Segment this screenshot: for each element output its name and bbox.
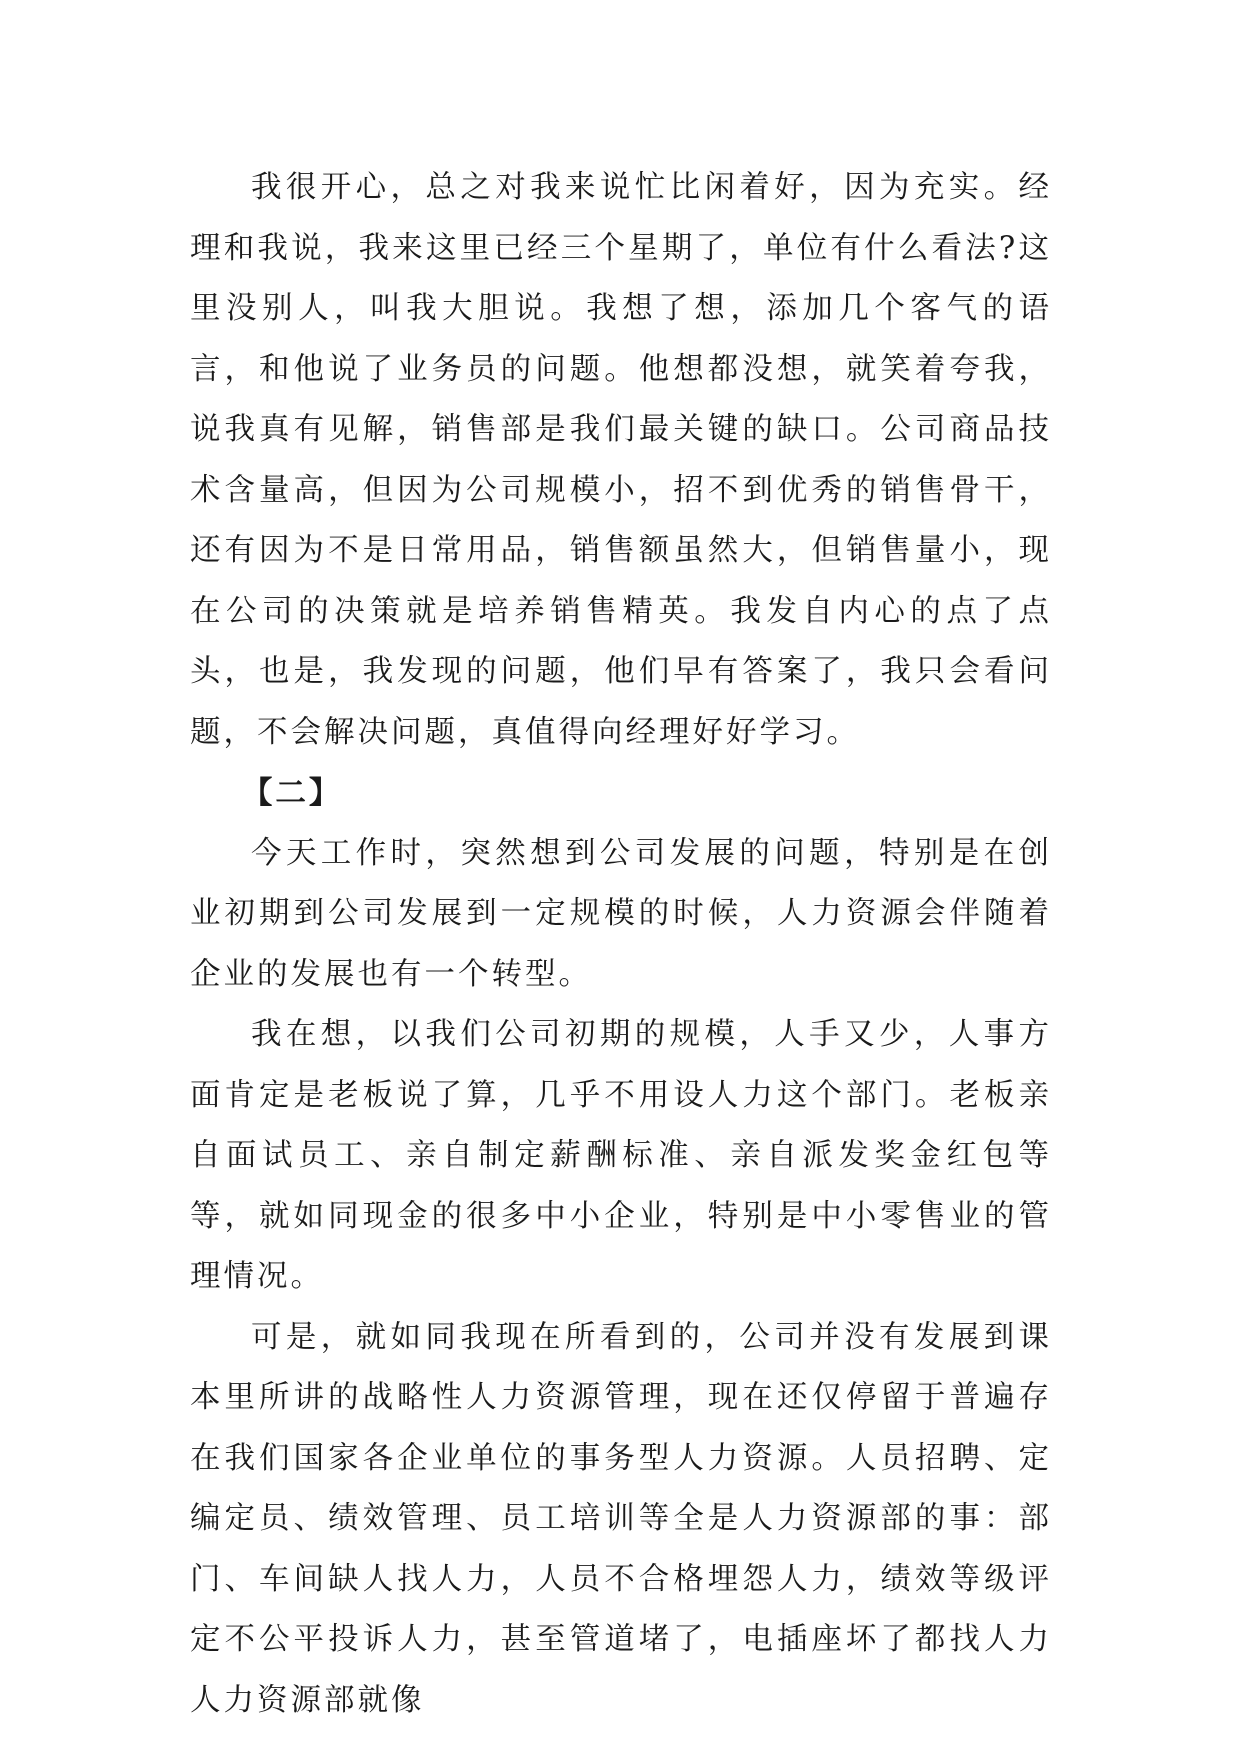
section-heading: 【二】 xyxy=(241,775,343,811)
paragraph-1: 我很开心，总之对我来说忙比闲着好，因为充实。经理和我说，我来这里已经三个星期了，单位有什么看法?这里没别人，叫我大胆说。我想了想，添加几个客气的语言，和他说了业务员的问题。他想都没想，就笑着夸我，说我真有见解，销售部是我们最关键的缺口。公司商品技术含量高，但因为公司规模小，招不到优秀的销售骨干，还有因为不是日常用品，销售额虽然大，但销售量小，现在公司的决策就是培养销售精英。我发自内心的点了点头，也是，我发现的问题，他们早有答案了，我只会看问题，不会解决问题，真值得向经理好好学习。 xyxy=(190,170,1052,750)
paragraph-4: 可是，就如同我现在所看到的，公司并没有发展到课本里所讲的战略性人力资源管理，现在还仅停留于普遍存在我们国家各企业单位的事务型人力资源。人员招聘、定编定员、绩效管理、员工培训等全是人力资源部的事：部门、车间缺人找人力，人员不合格埋怨人力，绩效等级评定不公平投诉人力，甚至管道堵了，电插座坏了都找人力人力资源部就像 xyxy=(190,1319,1052,1718)
paragraph-3: 我在想，以我们公司初期的规模，人手又少，人事方面肯定是老板说了算，几乎不用设人力这个部门。老板亲自面试员工、亲自制定薪酬标准、亲自派发奖金红包等等，就如同现金的很多中小企业，特别是中小零售业的管理情况。 xyxy=(190,1017,1052,1294)
paragraph-2: 今天工作时，突然想到公司发展的问题，特别是在创业初期到公司发展到一定规模的时候，人力资源会伴随着企业的发展也有一个转型。 xyxy=(190,835,1052,992)
document-body xyxy=(190,158,1052,1731)
